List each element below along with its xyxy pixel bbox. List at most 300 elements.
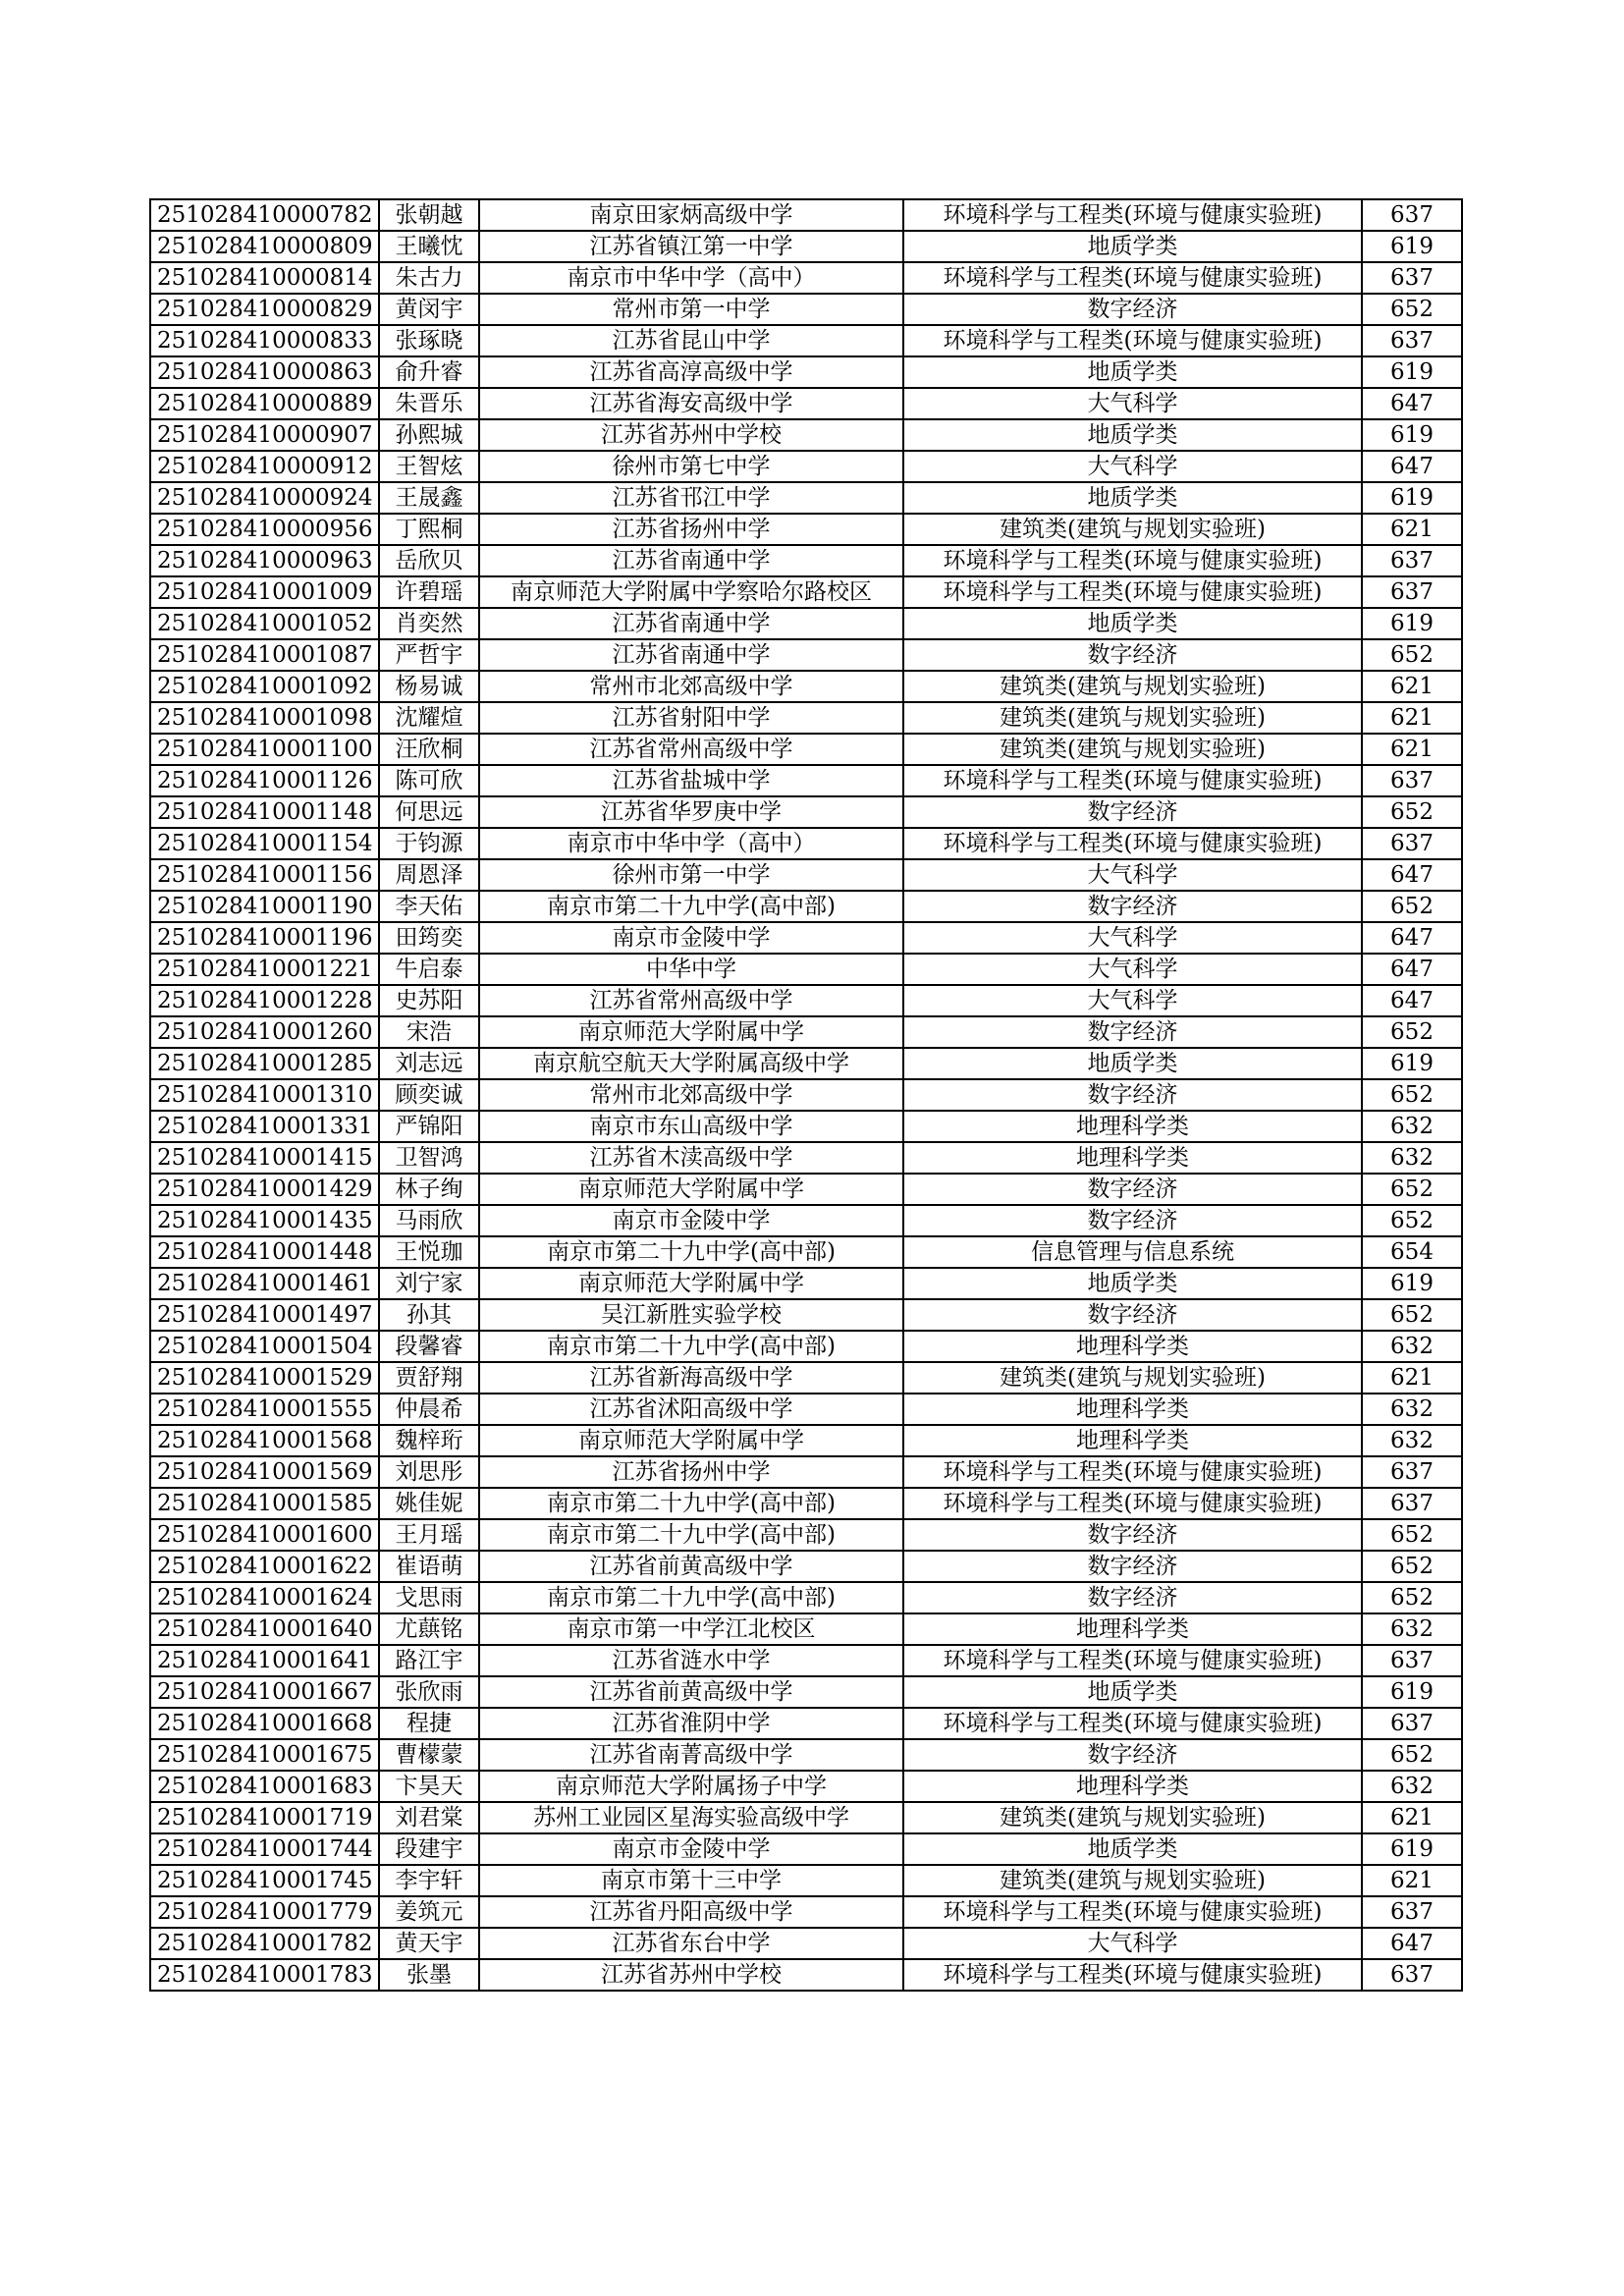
student-name-cell: 王晟鑫 bbox=[379, 482, 479, 514]
school-cell: 南京市第二十九中学(高中部) bbox=[479, 1236, 903, 1268]
exam-number-cell: 251028410001156 bbox=[150, 859, 379, 891]
exam-number-cell: 251028410001585 bbox=[150, 1488, 379, 1519]
major-cell: 数字经济 bbox=[903, 639, 1362, 671]
student-name-cell: 沈耀煊 bbox=[379, 702, 479, 734]
exam-number-cell: 251028410001622 bbox=[150, 1551, 379, 1582]
table-row bbox=[150, 451, 1462, 482]
exam-number-cell: 251028410000814 bbox=[150, 262, 379, 294]
school-cell: 南京市第十三中学 bbox=[479, 1865, 903, 1896]
exam-number-cell: 251028410001667 bbox=[150, 1676, 379, 1708]
major-cell: 地质学类 bbox=[903, 356, 1362, 388]
student-name-cell: 于钧源 bbox=[379, 828, 479, 859]
score-cell: 637 bbox=[1362, 545, 1462, 576]
major-cell: 环境科学与工程类(环境与健康实验班) bbox=[903, 1488, 1362, 1519]
major-cell: 建筑类(建筑与规划实验班) bbox=[903, 671, 1362, 702]
major-cell: 环境科学与工程类(环境与健康实验班) bbox=[903, 765, 1362, 796]
major-cell: 大气科学 bbox=[903, 1928, 1362, 1959]
score-cell: 652 bbox=[1362, 1739, 1462, 1771]
table-row bbox=[150, 388, 1462, 419]
major-cell: 地理科学类 bbox=[903, 1111, 1362, 1142]
score-cell: 621 bbox=[1362, 734, 1462, 765]
school-cell: 江苏省高淳高级中学 bbox=[479, 356, 903, 388]
score-cell: 621 bbox=[1362, 702, 1462, 734]
school-cell: 徐州市第七中学 bbox=[479, 451, 903, 482]
school-cell: 江苏省镇江第一中学 bbox=[479, 231, 903, 262]
school-cell: 南京市第一中学江北校区 bbox=[479, 1613, 903, 1645]
table-row bbox=[150, 294, 1462, 325]
score-cell: 637 bbox=[1362, 1959, 1462, 1991]
school-cell: 江苏省昆山中学 bbox=[479, 325, 903, 356]
major-cell: 环境科学与工程类(环境与健康实验班) bbox=[903, 199, 1362, 231]
major-cell: 地理科学类 bbox=[903, 1331, 1362, 1362]
score-cell: 632 bbox=[1362, 1331, 1462, 1362]
table-row bbox=[150, 1959, 1462, 1991]
student-name-cell: 顾奕诚 bbox=[379, 1079, 479, 1111]
table-row bbox=[150, 671, 1462, 702]
school-cell: 南京航空航天大学附属高级中学 bbox=[479, 1048, 903, 1079]
exam-number-cell: 251028410001100 bbox=[150, 734, 379, 765]
major-cell: 地质学类 bbox=[903, 1676, 1362, 1708]
school-cell: 南京师范大学附属中学 bbox=[479, 1268, 903, 1299]
table-row bbox=[150, 1236, 1462, 1268]
exam-number-cell: 251028410001745 bbox=[150, 1865, 379, 1896]
exam-number-cell: 251028410000963 bbox=[150, 545, 379, 576]
exam-number-cell: 251028410001744 bbox=[150, 1833, 379, 1865]
major-cell: 数字经济 bbox=[903, 891, 1362, 922]
student-name-cell: 王曦忱 bbox=[379, 231, 479, 262]
school-cell: 南京师范大学附属扬子中学 bbox=[479, 1771, 903, 1802]
exam-number-cell: 251028410001668 bbox=[150, 1708, 379, 1739]
major-cell: 环境科学与工程类(环境与健康实验班) bbox=[903, 576, 1362, 608]
major-cell: 数字经济 bbox=[903, 1519, 1362, 1551]
table-row bbox=[150, 1394, 1462, 1425]
student-name-cell: 许碧瑶 bbox=[379, 576, 479, 608]
table-row bbox=[150, 1299, 1462, 1331]
admission-table-body bbox=[150, 199, 1462, 1991]
student-name-cell: 黄天宇 bbox=[379, 1928, 479, 1959]
score-cell: 647 bbox=[1362, 954, 1462, 985]
student-name-cell: 何思远 bbox=[379, 796, 479, 828]
table-row bbox=[150, 1645, 1462, 1676]
major-cell: 地质学类 bbox=[903, 419, 1362, 451]
exam-number-cell: 251028410001126 bbox=[150, 765, 379, 796]
school-cell: 常州市北郊高级中学 bbox=[479, 671, 903, 702]
table-row bbox=[150, 231, 1462, 262]
student-name-cell: 周恩泽 bbox=[379, 859, 479, 891]
exam-number-cell: 251028410001009 bbox=[150, 576, 379, 608]
score-cell: 632 bbox=[1362, 1425, 1462, 1456]
school-cell: 江苏省南通中学 bbox=[479, 608, 903, 639]
school-cell: 江苏省丹阳高级中学 bbox=[479, 1896, 903, 1928]
score-cell: 652 bbox=[1362, 1519, 1462, 1551]
exam-number-cell: 251028410000829 bbox=[150, 294, 379, 325]
exam-number-cell: 251028410001783 bbox=[150, 1959, 379, 1991]
score-cell: 632 bbox=[1362, 1771, 1462, 1802]
school-cell: 江苏省东台中学 bbox=[479, 1928, 903, 1959]
student-name-cell: 宋浩 bbox=[379, 1016, 479, 1048]
school-cell: 南京市金陵中学 bbox=[479, 922, 903, 954]
student-name-cell: 黄闵宇 bbox=[379, 294, 479, 325]
student-name-cell: 张墨 bbox=[379, 1959, 479, 1991]
score-cell: 652 bbox=[1362, 639, 1462, 671]
major-cell: 环境科学与工程类(环境与健康实验班) bbox=[903, 262, 1362, 294]
student-name-cell: 肖奕然 bbox=[379, 608, 479, 639]
major-cell: 地质学类 bbox=[903, 608, 1362, 639]
exam-number-cell: 251028410000924 bbox=[150, 482, 379, 514]
student-name-cell: 张欣雨 bbox=[379, 1676, 479, 1708]
exam-number-cell: 251028410001719 bbox=[150, 1802, 379, 1833]
score-cell: 652 bbox=[1362, 1079, 1462, 1111]
school-cell: 南京市第二十九中学(高中部) bbox=[479, 1331, 903, 1362]
table-row bbox=[150, 419, 1462, 451]
major-cell: 大气科学 bbox=[903, 985, 1362, 1016]
table-row bbox=[150, 608, 1462, 639]
student-name-cell: 严哲宇 bbox=[379, 639, 479, 671]
score-cell: 647 bbox=[1362, 451, 1462, 482]
score-cell: 621 bbox=[1362, 671, 1462, 702]
school-cell: 南京市第二十九中学(高中部) bbox=[479, 1519, 903, 1551]
score-cell: 652 bbox=[1362, 1551, 1462, 1582]
score-cell: 621 bbox=[1362, 1865, 1462, 1896]
school-cell: 南京师范大学附属中学 bbox=[479, 1016, 903, 1048]
student-name-cell: 贾舒翔 bbox=[379, 1362, 479, 1394]
table-row bbox=[150, 1802, 1462, 1833]
table-row bbox=[150, 954, 1462, 985]
score-cell: 621 bbox=[1362, 1362, 1462, 1394]
score-cell: 647 bbox=[1362, 922, 1462, 954]
table-row bbox=[150, 1425, 1462, 1456]
score-cell: 632 bbox=[1362, 1394, 1462, 1425]
student-name-cell: 田筠奕 bbox=[379, 922, 479, 954]
table-row bbox=[150, 859, 1462, 891]
exam-number-cell: 251028410001569 bbox=[150, 1456, 379, 1488]
school-cell: 江苏省扬州中学 bbox=[479, 514, 903, 545]
major-cell: 数字经济 bbox=[903, 1299, 1362, 1331]
major-cell: 环境科学与工程类(环境与健康实验班) bbox=[903, 1896, 1362, 1928]
student-name-cell: 曹檬蒙 bbox=[379, 1739, 479, 1771]
school-cell: 江苏省盐城中学 bbox=[479, 765, 903, 796]
table-row bbox=[150, 985, 1462, 1016]
school-cell: 南京师范大学附属中学察哈尔路校区 bbox=[479, 576, 903, 608]
exam-number-cell: 251028410001429 bbox=[150, 1174, 379, 1205]
major-cell: 地理科学类 bbox=[903, 1613, 1362, 1645]
school-cell: 苏州工业园区星海实验高级中学 bbox=[479, 1802, 903, 1833]
school-cell: 南京市金陵中学 bbox=[479, 1205, 903, 1236]
table-row bbox=[150, 1362, 1462, 1394]
major-cell: 大气科学 bbox=[903, 388, 1362, 419]
score-cell: 619 bbox=[1362, 1676, 1462, 1708]
table-row bbox=[150, 1613, 1462, 1645]
school-cell: 南京市中华中学（高中） bbox=[479, 262, 903, 294]
exam-number-cell: 251028410001600 bbox=[150, 1519, 379, 1551]
exam-number-cell: 251028410000956 bbox=[150, 514, 379, 545]
score-cell: 632 bbox=[1362, 1142, 1462, 1174]
exam-number-cell: 251028410001568 bbox=[150, 1425, 379, 1456]
table-row bbox=[150, 1079, 1462, 1111]
school-cell: 江苏省淮阴中学 bbox=[479, 1708, 903, 1739]
major-cell: 数字经济 bbox=[903, 1551, 1362, 1582]
exam-number-cell: 251028410000809 bbox=[150, 231, 379, 262]
score-cell: 637 bbox=[1362, 199, 1462, 231]
major-cell: 数字经济 bbox=[903, 1582, 1362, 1613]
exam-number-cell: 251028410001331 bbox=[150, 1111, 379, 1142]
score-cell: 619 bbox=[1362, 608, 1462, 639]
table-row bbox=[150, 1865, 1462, 1896]
school-cell: 江苏省前黄高级中学 bbox=[479, 1676, 903, 1708]
exam-number-cell: 251028410001448 bbox=[150, 1236, 379, 1268]
exam-number-cell: 251028410000889 bbox=[150, 388, 379, 419]
score-cell: 619 bbox=[1362, 419, 1462, 451]
student-name-cell: 姚佳妮 bbox=[379, 1488, 479, 1519]
school-cell: 南京市第二十九中学(高中部) bbox=[479, 891, 903, 922]
school-cell: 中华中学 bbox=[479, 954, 903, 985]
exam-number-cell: 251028410000912 bbox=[150, 451, 379, 482]
student-name-cell: 汪欣桐 bbox=[379, 734, 479, 765]
student-name-cell: 段馨睿 bbox=[379, 1331, 479, 1362]
table-row bbox=[150, 545, 1462, 576]
score-cell: 619 bbox=[1362, 1833, 1462, 1865]
school-cell: 江苏省常州高级中学 bbox=[479, 734, 903, 765]
exam-number-cell: 251028410001228 bbox=[150, 985, 379, 1016]
table-row bbox=[150, 922, 1462, 954]
exam-number-cell: 251028410001098 bbox=[150, 702, 379, 734]
exam-number-cell: 251028410001675 bbox=[150, 1739, 379, 1771]
exam-number-cell: 251028410001052 bbox=[150, 608, 379, 639]
major-cell: 建筑类(建筑与规划实验班) bbox=[903, 514, 1362, 545]
table-row bbox=[150, 1456, 1462, 1488]
table-row bbox=[150, 1205, 1462, 1236]
score-cell: 654 bbox=[1362, 1236, 1462, 1268]
exam-number-cell: 251028410000863 bbox=[150, 356, 379, 388]
major-cell: 建筑类(建筑与规划实验班) bbox=[903, 1802, 1362, 1833]
major-cell: 环境科学与工程类(环境与健康实验班) bbox=[903, 1456, 1362, 1488]
major-cell: 地理科学类 bbox=[903, 1142, 1362, 1174]
score-cell: 637 bbox=[1362, 1896, 1462, 1928]
score-cell: 652 bbox=[1362, 294, 1462, 325]
table-row bbox=[150, 1016, 1462, 1048]
score-cell: 647 bbox=[1362, 388, 1462, 419]
student-name-cell: 丁熙桐 bbox=[379, 514, 479, 545]
exam-number-cell: 251028410001260 bbox=[150, 1016, 379, 1048]
school-cell: 江苏省常州高级中学 bbox=[479, 985, 903, 1016]
score-cell: 637 bbox=[1362, 576, 1462, 608]
school-cell: 江苏省华罗庚中学 bbox=[479, 796, 903, 828]
score-cell: 652 bbox=[1362, 1174, 1462, 1205]
exam-number-cell: 251028410001497 bbox=[150, 1299, 379, 1331]
score-cell: 619 bbox=[1362, 356, 1462, 388]
school-cell: 南京市第二十九中学(高中部) bbox=[479, 1488, 903, 1519]
exam-number-cell: 251028410001555 bbox=[150, 1394, 379, 1425]
score-cell: 637 bbox=[1362, 765, 1462, 796]
exam-number-cell: 251028410001285 bbox=[150, 1048, 379, 1079]
student-name-cell: 岳欣贝 bbox=[379, 545, 479, 576]
score-cell: 632 bbox=[1362, 1111, 1462, 1142]
major-cell: 环境科学与工程类(环境与健康实验班) bbox=[903, 1959, 1362, 1991]
student-name-cell: 史苏阳 bbox=[379, 985, 479, 1016]
student-name-cell: 孙熙城 bbox=[379, 419, 479, 451]
school-cell: 常州市第一中学 bbox=[479, 294, 903, 325]
student-name-cell: 姜筑元 bbox=[379, 1896, 479, 1928]
exam-number-cell: 251028410001504 bbox=[150, 1331, 379, 1362]
major-cell: 地质学类 bbox=[903, 1268, 1362, 1299]
table-row bbox=[150, 891, 1462, 922]
student-name-cell: 李天佑 bbox=[379, 891, 479, 922]
exam-number-cell: 251028410001461 bbox=[150, 1268, 379, 1299]
table-row bbox=[150, 325, 1462, 356]
table-row bbox=[150, 1142, 1462, 1174]
major-cell: 数字经济 bbox=[903, 1016, 1362, 1048]
school-cell: 江苏省新海高级中学 bbox=[479, 1362, 903, 1394]
student-name-cell: 严锦阳 bbox=[379, 1111, 479, 1142]
table-row bbox=[150, 1268, 1462, 1299]
exam-number-cell: 251028410001196 bbox=[150, 922, 379, 954]
score-cell: 619 bbox=[1362, 231, 1462, 262]
student-name-cell: 仲晨希 bbox=[379, 1394, 479, 1425]
school-cell: 南京田家炳高级中学 bbox=[479, 199, 903, 231]
school-cell: 徐州市第一中学 bbox=[479, 859, 903, 891]
major-cell: 地质学类 bbox=[903, 1833, 1362, 1865]
major-cell: 建筑类(建筑与规划实验班) bbox=[903, 734, 1362, 765]
school-cell: 江苏省沭阳高级中学 bbox=[479, 1394, 903, 1425]
table-row bbox=[150, 262, 1462, 294]
table-row bbox=[150, 482, 1462, 514]
student-name-cell: 朱古力 bbox=[379, 262, 479, 294]
score-cell: 637 bbox=[1362, 262, 1462, 294]
score-cell: 652 bbox=[1362, 1582, 1462, 1613]
school-cell: 江苏省前黄高级中学 bbox=[479, 1551, 903, 1582]
major-cell: 建筑类(建筑与规划实验班) bbox=[903, 1865, 1362, 1896]
table-row bbox=[150, 639, 1462, 671]
table-row bbox=[150, 796, 1462, 828]
student-name-cell: 魏梓珩 bbox=[379, 1425, 479, 1456]
student-name-cell: 张朝越 bbox=[379, 199, 479, 231]
exam-number-cell: 251028410001529 bbox=[150, 1362, 379, 1394]
major-cell: 数字经济 bbox=[903, 1205, 1362, 1236]
table-row bbox=[150, 1676, 1462, 1708]
school-cell: 江苏省南通中学 bbox=[479, 545, 903, 576]
table-row bbox=[150, 514, 1462, 545]
score-cell: 637 bbox=[1362, 325, 1462, 356]
major-cell: 地质学类 bbox=[903, 1048, 1362, 1079]
student-name-cell: 刘思彤 bbox=[379, 1456, 479, 1488]
table-row bbox=[150, 1833, 1462, 1865]
exam-number-cell: 251028410000782 bbox=[150, 199, 379, 231]
exam-number-cell: 251028410001087 bbox=[150, 639, 379, 671]
student-name-cell: 俞升睿 bbox=[379, 356, 479, 388]
score-cell: 652 bbox=[1362, 1205, 1462, 1236]
school-cell: 江苏省射阳中学 bbox=[479, 702, 903, 734]
student-name-cell: 李宇轩 bbox=[379, 1865, 479, 1896]
score-cell: 637 bbox=[1362, 1645, 1462, 1676]
school-cell: 江苏省南菁高级中学 bbox=[479, 1739, 903, 1771]
score-cell: 647 bbox=[1362, 859, 1462, 891]
school-cell: 吴江新胜实验学校 bbox=[479, 1299, 903, 1331]
score-cell: 652 bbox=[1362, 796, 1462, 828]
table-row bbox=[150, 828, 1462, 859]
table-row bbox=[150, 356, 1462, 388]
student-name-cell: 朱晋乐 bbox=[379, 388, 479, 419]
major-cell: 数字经济 bbox=[903, 1174, 1362, 1205]
major-cell: 大气科学 bbox=[903, 922, 1362, 954]
school-cell: 江苏省邗江中学 bbox=[479, 482, 903, 514]
table-row bbox=[150, 1739, 1462, 1771]
school-cell: 江苏省木渎高级中学 bbox=[479, 1142, 903, 1174]
student-name-cell: 卞昊天 bbox=[379, 1771, 479, 1802]
exam-number-cell: 251028410001624 bbox=[150, 1582, 379, 1613]
exam-number-cell: 251028410001092 bbox=[150, 671, 379, 702]
major-cell: 信息管理与信息系统 bbox=[903, 1236, 1362, 1268]
score-cell: 637 bbox=[1362, 828, 1462, 859]
table-row bbox=[150, 1551, 1462, 1582]
student-name-cell: 孙其 bbox=[379, 1299, 479, 1331]
student-name-cell: 林子绚 bbox=[379, 1174, 479, 1205]
score-cell: 652 bbox=[1362, 1299, 1462, 1331]
school-cell: 江苏省苏州中学校 bbox=[479, 1959, 903, 1991]
table-row bbox=[150, 1519, 1462, 1551]
student-name-cell: 王悦珈 bbox=[379, 1236, 479, 1268]
table-row bbox=[150, 1174, 1462, 1205]
exam-number-cell: 251028410000907 bbox=[150, 419, 379, 451]
school-cell: 常州市北郊高级中学 bbox=[479, 1079, 903, 1111]
table-row bbox=[150, 1928, 1462, 1959]
score-cell: 621 bbox=[1362, 1802, 1462, 1833]
major-cell: 数字经济 bbox=[903, 294, 1362, 325]
score-cell: 637 bbox=[1362, 1708, 1462, 1739]
score-cell: 619 bbox=[1362, 1268, 1462, 1299]
school-cell: 南京师范大学附属中学 bbox=[479, 1174, 903, 1205]
table-row bbox=[150, 1111, 1462, 1142]
school-cell: 江苏省扬州中学 bbox=[479, 1456, 903, 1488]
student-name-cell: 程捷 bbox=[379, 1708, 479, 1739]
major-cell: 环境科学与工程类(环境与健康实验班) bbox=[903, 1645, 1362, 1676]
exam-number-cell: 251028410001683 bbox=[150, 1771, 379, 1802]
school-cell: 江苏省苏州中学校 bbox=[479, 419, 903, 451]
exam-number-cell: 251028410001435 bbox=[150, 1205, 379, 1236]
student-name-cell: 尤蕻铭 bbox=[379, 1613, 479, 1645]
major-cell: 数字经济 bbox=[903, 796, 1362, 828]
student-name-cell: 王月瑶 bbox=[379, 1519, 479, 1551]
table-row bbox=[150, 702, 1462, 734]
exam-number-cell: 251028410001310 bbox=[150, 1079, 379, 1111]
major-cell: 环境科学与工程类(环境与健康实验班) bbox=[903, 545, 1362, 576]
table-row bbox=[150, 1771, 1462, 1802]
major-cell: 环境科学与工程类(环境与健康实验班) bbox=[903, 828, 1362, 859]
score-cell: 637 bbox=[1362, 1456, 1462, 1488]
student-name-cell: 段建宇 bbox=[379, 1833, 479, 1865]
major-cell: 地理科学类 bbox=[903, 1425, 1362, 1456]
score-cell: 652 bbox=[1362, 1016, 1462, 1048]
score-cell: 652 bbox=[1362, 891, 1462, 922]
major-cell: 数字经济 bbox=[903, 1079, 1362, 1111]
student-name-cell: 路江宇 bbox=[379, 1645, 479, 1676]
student-name-cell: 牛启泰 bbox=[379, 954, 479, 985]
student-name-cell: 戈思雨 bbox=[379, 1582, 479, 1613]
student-name-cell: 刘志远 bbox=[379, 1048, 479, 1079]
exam-number-cell: 251028410001782 bbox=[150, 1928, 379, 1959]
student-name-cell: 崔语萌 bbox=[379, 1551, 479, 1582]
exam-number-cell: 251028410000833 bbox=[150, 325, 379, 356]
major-cell: 大气科学 bbox=[903, 954, 1362, 985]
school-cell: 南京市东山高级中学 bbox=[479, 1111, 903, 1142]
major-cell: 地质学类 bbox=[903, 231, 1362, 262]
school-cell: 江苏省南通中学 bbox=[479, 639, 903, 671]
exam-number-cell: 251028410001154 bbox=[150, 828, 379, 859]
score-cell: 632 bbox=[1362, 1613, 1462, 1645]
table-row bbox=[150, 1896, 1462, 1928]
major-cell: 环境科学与工程类(环境与健康实验班) bbox=[903, 1708, 1362, 1739]
major-cell: 大气科学 bbox=[903, 451, 1362, 482]
school-cell: 南京市中华中学（高中） bbox=[479, 828, 903, 859]
